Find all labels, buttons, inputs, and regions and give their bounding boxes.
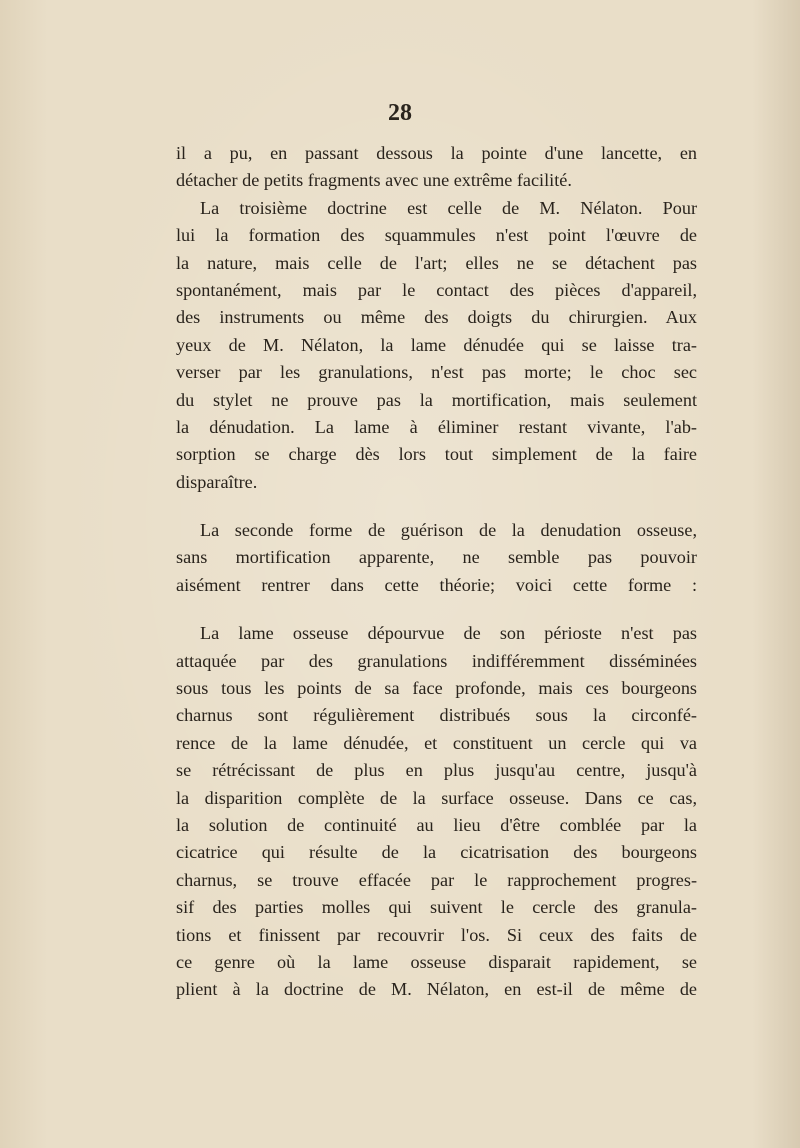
paragraph [176,140,697,195]
text-line: tions et finissent par recouvrir l'os. Si ceux des faits de [176,924,697,945]
text-line: plient à la doctrine de M. Nélaton, en est-il de même de [176,979,697,1000]
text-line: la solution de continuité au lieu d'être comblée par la [176,814,697,835]
text-line: sif des parties molles qui suivent le cercle des granula- [176,897,697,918]
text-line: la nature, mais celle de l'art; elles ne se détachent pas [176,252,697,273]
text-line: lui la formation des squammules n'est point l'œuvre de [176,225,697,246]
text-line: charnus, se trouve effacée par le rapprochement progres- [176,869,697,890]
text-line: attaquée par des granulations indifféremment disséminées [176,650,697,671]
text-line: verser par les granulations, n'est pas morte; le choc sec [176,362,697,383]
text-line: sans mortification apparente, ne semble pas pouvoir [176,547,697,568]
text-line: cicatrice qui résulte de la cicatrisation des bourgeons [176,842,697,863]
text-line: rence de la lame dénudée, et constituent un cercle qui va [176,732,697,753]
text-line: sous tous les points de sa face profonde, mais ces bourgeons [176,678,697,699]
page-number: 28 [388,100,412,126]
text-line: disparaître. [176,471,258,492]
text-line: La lame osseuse dépourvue de son périoste n'est pas [200,623,697,644]
text-line: yeux de M. Nélaton, la lame dénudée qui se laisse tra- [176,334,697,355]
text-line: détacher de petits fragments avec une extrême facilité. [176,170,572,191]
text-line: la disparition complète de la surface osseuse. Dans ce cas, [176,787,697,808]
paragraph [176,517,697,599]
paragraph [176,195,697,496]
paragraph [176,620,697,1003]
body-text [176,140,697,1004]
text-line: du stylet ne prouve pas la mortification, mais seulement [176,389,697,410]
text-line: La troisième doctrine est celle de M. Nélaton. Pour [200,197,697,218]
text-line: se rétrécissant de plus en plus jusqu'au centre, jusqu'à [176,760,697,781]
text-line: La seconde forme de guérison de la denudation osseuse, [200,520,697,541]
text-line: ce genre où la lame osseuse disparait rapidement, se [176,951,697,972]
text-line: charnus sont régulièrement distribués sous la circonfé- [176,705,697,726]
text-line: spontanément, mais par le contact des pièces d'appareil, [176,279,697,300]
text-line: la dénudation. La lame à éliminer restant vivante, l'ab- [176,416,697,437]
text-line: sorption se charge dès lors tout simplement de la faire [176,444,697,465]
text-line: aisément rentrer dans cette théorie; voici cette forme : [176,574,697,595]
text-line: des instruments ou même des doigts du chirurgien. Aux [176,307,697,328]
text-line: il a pu, en passant dessous la pointe d'une lancette, en [176,143,697,163]
